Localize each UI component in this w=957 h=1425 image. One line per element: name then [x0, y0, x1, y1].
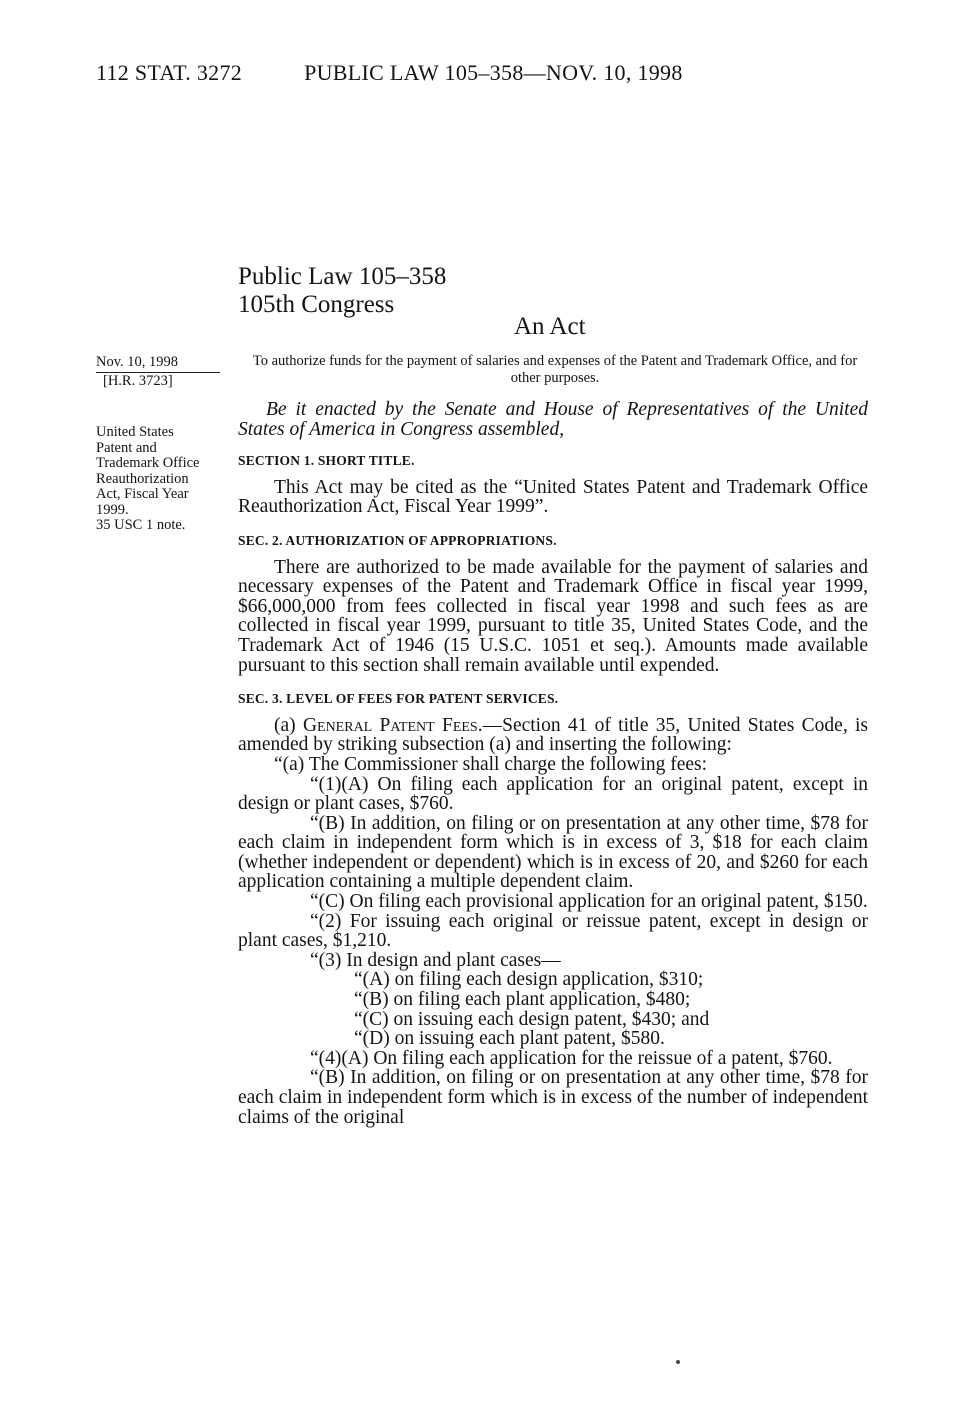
- act-body: [238, 400, 868, 1127]
- law-number: Public Law 105–358: [238, 263, 447, 290]
- quoted-paragraph-1C: “(C) On filing each provisional application for an original patent, $150.: [310, 891, 868, 913]
- section-1-heading: SECTION 1. SHORT TITLE.: [238, 453, 415, 469]
- section-3-subsection-a: [238, 716, 868, 755]
- running-head: PUBLIC LAW 105–358—NOV. 10, 1998: [304, 60, 683, 85]
- margin-note-line: 35 USC 1 note.: [96, 517, 186, 533]
- quoted-paragraph-1A: “(1)(A) On filing each application for an original patent, except in design or plant cases, $760.: [238, 773, 868, 815]
- section-2-text: There are authorized to be made available for the payment of salaries and necessary expenses of the Patent and Trademark Office in fiscal year 1999, $66,000,000 from fees collected in fiscal year 1998 and such fees as are collected in fiscal year 1999, pursuant to title 35, United States Code, and the Trademark Act of 1946 (15 U.S.C. 1051 et seq.). Amounts made available pursuant to this section shall remain available until expended.: [238, 556, 868, 676]
- subsection-label: (a): [274, 714, 303, 736]
- margin-note-line: Patent and: [96, 439, 157, 456]
- quoted-subparagraph-3D: “(D) on issuing each plant patent, $580.: [354, 1028, 665, 1050]
- quoted-subparagraph-3A: “(A) on filing each design application, $310;: [354, 969, 704, 991]
- margin-note-line: Trademark Office: [96, 455, 200, 471]
- margin-date: Nov. 10, 1998: [96, 354, 179, 370]
- section-1-text: This Act may be cited as the “United States Patent and Trademark Office Reauthorization Act, Fiscal Year 1999”.: [238, 476, 868, 518]
- page-header: [96, 60, 683, 86]
- margin-notes: [96, 425, 226, 534]
- section-2-heading: SEC. 2. AUTHORIZATION OF APPROPRIATIONS.: [238, 532, 557, 548]
- margin-note-line: United States: [96, 424, 174, 440]
- stat-page-number: 112 STAT. 3272: [96, 60, 243, 85]
- act-label: An Act: [514, 313, 586, 340]
- margin-note-line: Reauthorization: [96, 470, 189, 487]
- quoted-paragraph-4B: “(B) In addition, on filing or on presentation at any other time, $78 for each claim in independent form which is in excess of the number of independent claims of the original: [238, 1067, 868, 1128]
- subsection-caption: General Patent Fees.: [302, 714, 483, 736]
- quoted-paragraph-4A: “(4)(A) On filing each application for the reissue of a patent, $760.: [310, 1047, 833, 1069]
- law-title-block: [238, 263, 446, 319]
- congress: 105th Congress: [238, 291, 395, 318]
- purpose-statement: To authorize funds for the payment of salaries and expenses of the Patent and Trademark Office, and for other purposes.: [252, 353, 858, 386]
- section-3-heading: SEC. 3. LEVEL OF FEES FOR PATENT SERVICES.: [238, 691, 559, 707]
- margin-note-line: Act, Fiscal Year: [96, 486, 189, 502]
- scan-speck: [676, 1360, 680, 1364]
- margin-note-line: 1999.: [96, 501, 129, 518]
- quoted-paragraph-2: “(2) For issuing each original or reissue patent, except in design or plant cases, $1,210.: [238, 910, 868, 952]
- quoted-subsection-a: “(a) The Commissioner shall charge the following fees:: [274, 753, 708, 775]
- quoted-paragraph-1B: “(B) In addition, on filing or on presentation at any other time, $78 for each claim in independent form which is in excess of 3, $18 for each claim (whether independent or dependent) which is in excess of 20, and $260 for each application containing a multiple dependent claim.: [238, 812, 868, 893]
- margin-bill-number: [H.R. 3723]: [103, 373, 173, 389]
- quoted-subparagraph-3C: “(C) on issuing each design patent, $430; and: [354, 1008, 710, 1030]
- subsection-text: —Section 41 of title 35, United States Code, is amended by striking subsection (a) and inserting the following:: [238, 714, 868, 756]
- quoted-subparagraph-3B: “(B) on filing each plant application, $480;: [354, 989, 691, 1011]
- quoted-paragraph-3: “(3) In design and plant cases—: [310, 949, 561, 971]
- enacting-clause: Be it enacted by the Senate and House of Representatives of the United States of America in Congress assembled,: [238, 399, 868, 440]
